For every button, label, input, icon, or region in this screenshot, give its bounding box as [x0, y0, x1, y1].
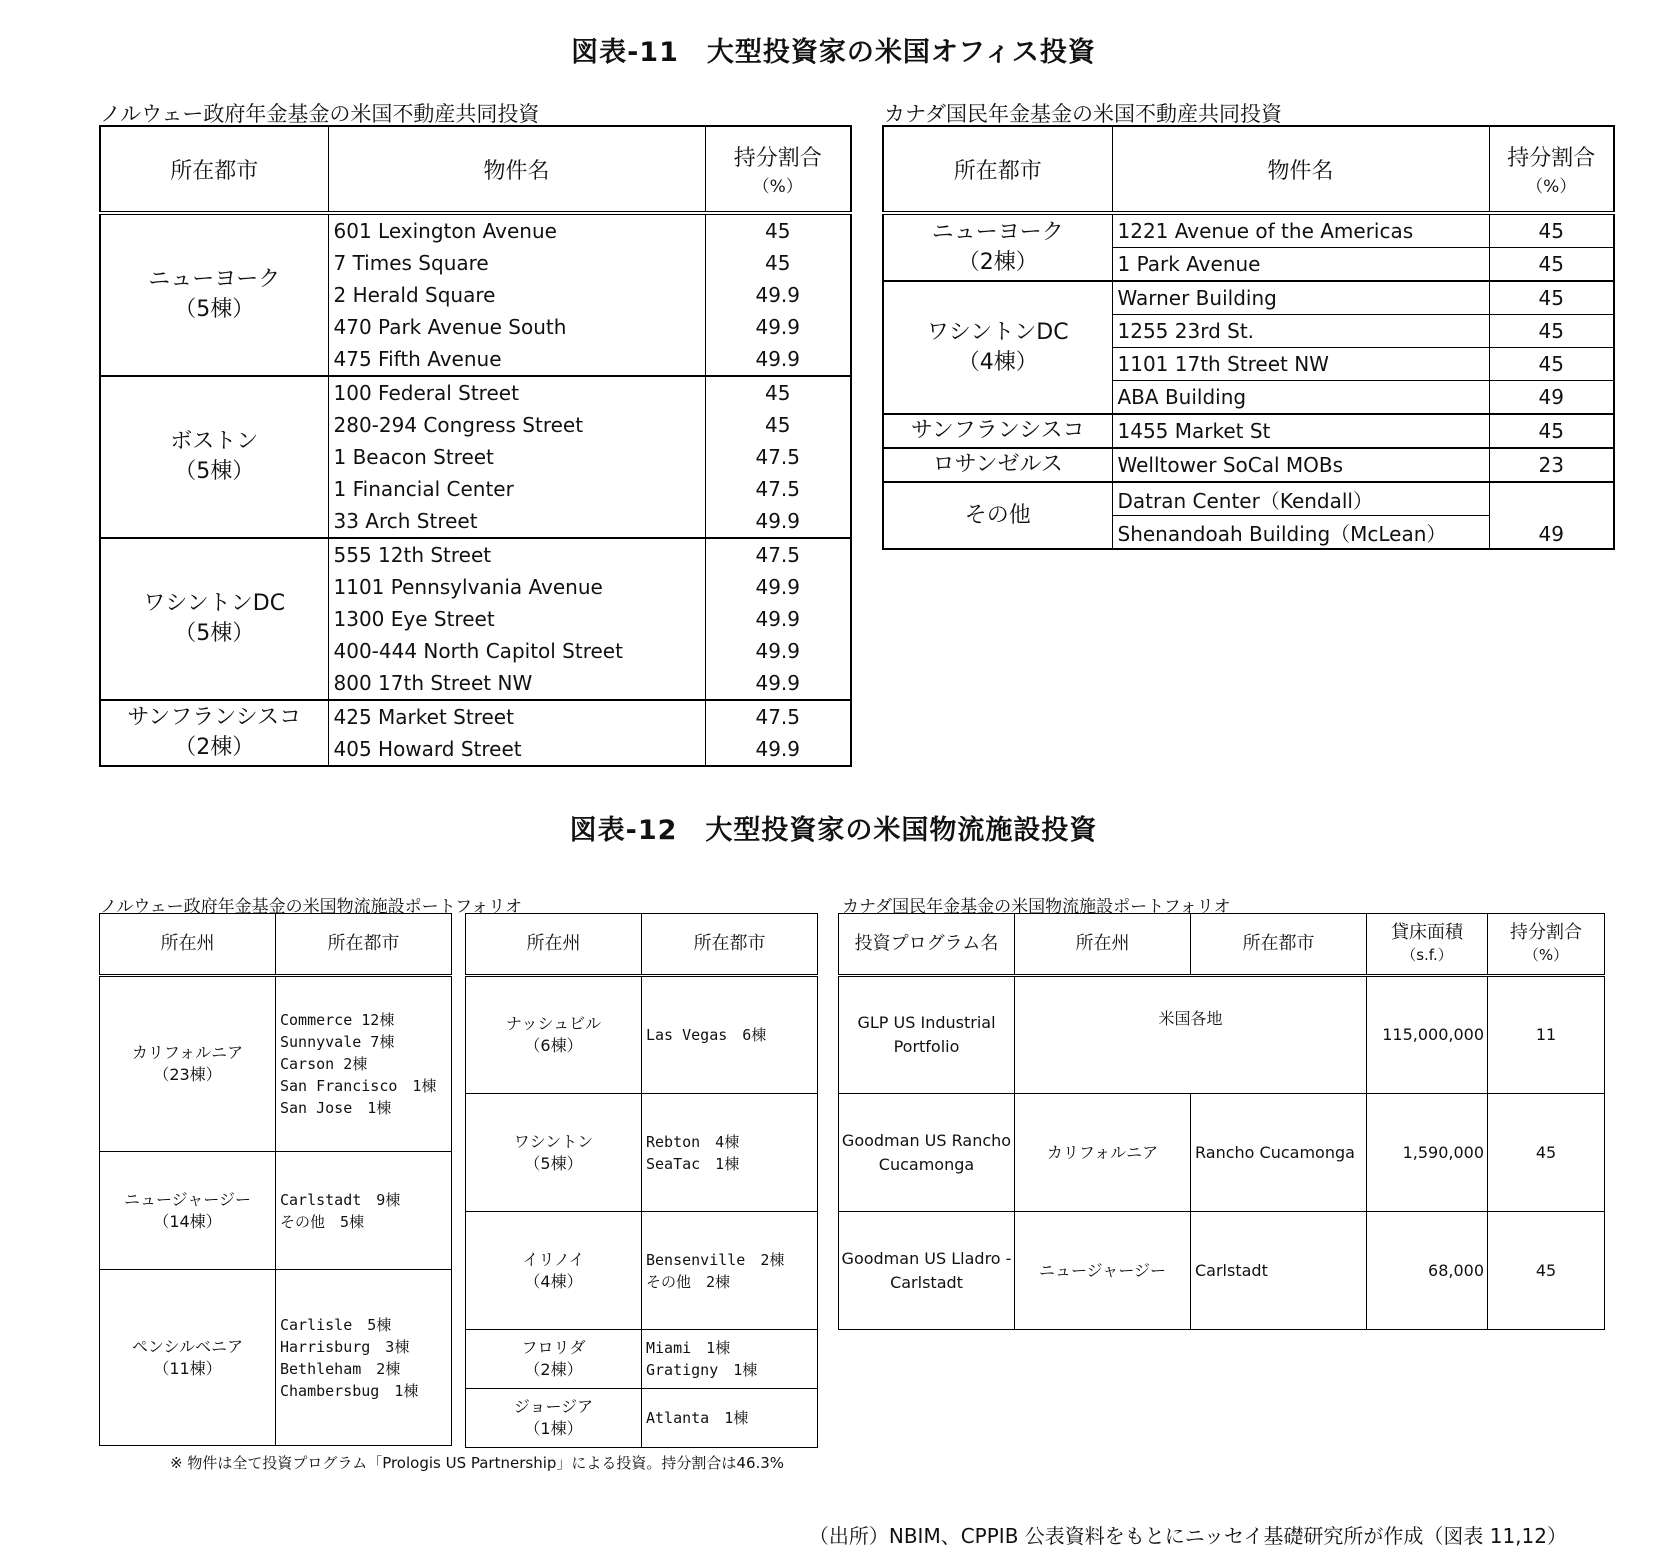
table-row	[839, 1212, 1605, 1330]
city-name: サンフランシスコ	[127, 705, 302, 730]
city-entry: その他 5棟	[280, 1212, 365, 1231]
table-row	[883, 213, 1614, 248]
state-count: （11棟）	[153, 1358, 222, 1378]
city-entry: Atlanta 1棟	[646, 1409, 749, 1427]
share-value: 45	[1489, 315, 1614, 348]
state-name: カリフォルニア	[131, 1043, 244, 1062]
header-city: 所在都市	[1191, 914, 1367, 976]
property-name: 1 Financial Center	[328, 473, 705, 505]
fig11-canada-table	[882, 125, 1615, 550]
share-value: 49.9	[705, 603, 851, 635]
table-row	[100, 213, 851, 247]
state-name: カリフォルニア	[1015, 1094, 1191, 1212]
table-row	[100, 538, 851, 571]
property-name: 100 Federal Street	[328, 376, 705, 409]
city-count: （5棟）	[174, 621, 255, 646]
state-cell	[466, 1094, 642, 1212]
share-value: 47.5	[705, 473, 851, 505]
header-area	[1367, 914, 1488, 976]
city-entry: SeaTac 1棟	[646, 1154, 740, 1173]
table-row	[883, 414, 1614, 448]
property-name: Datran Center（Kendall）	[1112, 482, 1489, 516]
property-name: 555 12th Street	[328, 538, 705, 571]
fig12-norway-subtitle: ノルウェー政府年金基金の米国物流施設ポートフォリオ	[100, 897, 523, 917]
property-name: 425 Market Street	[328, 700, 705, 733]
state-cell	[100, 1270, 276, 1446]
city-name: ワシントンDC	[143, 591, 286, 616]
share-value: 49.9	[705, 667, 851, 700]
city-cell	[100, 376, 328, 538]
property-name: 601 Lexington Avenue	[328, 213, 705, 247]
city-cell	[276, 1270, 452, 1446]
property-name: Shenandoah Building（McLean）	[1112, 516, 1489, 550]
fig12-norway-right-table	[465, 913, 818, 1448]
table-row	[466, 976, 818, 1094]
city-entry: Rebton 4棟	[646, 1132, 740, 1151]
city-entry: Chambersbug 1棟	[280, 1381, 419, 1400]
city-entry: Carlisle 5棟	[280, 1315, 392, 1334]
city-cell	[276, 976, 452, 1152]
share-value: 47.5	[705, 538, 851, 571]
state-count: （23棟）	[153, 1065, 222, 1084]
city-cell	[100, 538, 328, 700]
table-row	[883, 482, 1614, 516]
city-entry: Bensenville 2棟	[646, 1250, 785, 1269]
header-share	[1488, 914, 1605, 976]
share-value: 49.9	[705, 279, 851, 311]
fig12-norway-left-table	[99, 913, 452, 1446]
header-share	[705, 126, 851, 213]
city-count: （2棟）	[174, 735, 255, 760]
table-row	[466, 1212, 818, 1330]
state-name: フロリダ	[521, 1338, 586, 1357]
city-name: ニューヨーク	[148, 267, 281, 292]
state-name: イリノイ	[522, 1249, 585, 1269]
state-cell	[466, 976, 642, 1094]
fig11-norway-table	[99, 125, 852, 767]
share-value: 45	[705, 213, 851, 247]
header-property: 物件名	[1112, 126, 1489, 213]
share-value: 23	[1489, 448, 1614, 482]
property-name: ABA Building	[1112, 381, 1489, 415]
fig12-note: ※ 物件は全て投資プログラム「Prologis US Partnership」による投資。持分割合は46.3%	[170, 1454, 785, 1472]
city-cell	[642, 1389, 818, 1448]
city-cell	[642, 1330, 818, 1389]
table-row	[883, 281, 1614, 315]
fig11-title: 図表-11 大型投資家の米国オフィス投資	[571, 37, 1096, 68]
city-entry: Carlstadt 9棟	[280, 1190, 401, 1209]
city-entry: Commerce 12棟	[280, 1011, 395, 1029]
header-area-label: 貸床面積	[1391, 922, 1463, 943]
header-property: 物件名	[328, 126, 705, 213]
city-cell	[883, 281, 1112, 414]
city-name: Carlstadt	[1191, 1212, 1367, 1330]
state-name: ニュージャージー	[123, 1189, 252, 1209]
share-value: 49.9	[705, 571, 851, 603]
city-entry: Miami 1棟	[646, 1339, 731, 1357]
city-cell	[100, 213, 328, 376]
header-state: 所在州	[1015, 914, 1191, 976]
property-name: 1101 17th Street NW	[1112, 348, 1489, 381]
property-name: 1 Park Avenue	[1112, 248, 1489, 282]
state-count: （5棟）	[524, 1153, 583, 1173]
table-row	[100, 1152, 452, 1270]
city-name: ワシントンDC	[926, 319, 1069, 345]
program-name: GLP US Industrial Portfolio	[839, 976, 1015, 1094]
fig11-norway-subtitle: ノルウェー政府年金基金の米国不動産共同投資	[100, 102, 540, 126]
share-value: 45	[705, 409, 851, 441]
property-name: 2 Herald Square	[328, 279, 705, 311]
city-name: サンフランシスコ	[883, 414, 1112, 448]
share-value: 47.5	[705, 700, 851, 733]
area-value: 68,000	[1367, 1212, 1488, 1330]
share-value: 45	[705, 376, 851, 409]
state-name: ジョージア	[513, 1397, 594, 1416]
city-count: （5棟）	[174, 459, 255, 484]
city-name: ボストン	[170, 429, 259, 454]
city-entry: San Jose 1棟	[280, 1099, 392, 1117]
area-value: 1,590,000	[1367, 1094, 1488, 1212]
header-state: 所在州	[100, 914, 276, 976]
city-count: （4棟）	[957, 349, 1038, 375]
header-share-unit: （%）	[1523, 946, 1569, 964]
header-program: 投資プログラム名	[839, 914, 1015, 976]
city-entry: Las Vegas 6棟	[646, 1026, 767, 1044]
program-name: Goodman US Lladro - Carlstadt	[839, 1212, 1015, 1330]
share-value: 49.9	[705, 635, 851, 667]
share-value: 49	[1489, 381, 1614, 415]
state-cell	[100, 976, 276, 1152]
city-entry: Carson 2棟	[280, 1055, 368, 1073]
city-count: （2棟）	[957, 249, 1038, 275]
state-city-value: 米国各地	[1015, 976, 1367, 1094]
header-area-unit: （s.f.）	[1401, 946, 1453, 964]
city-name: その他	[883, 482, 1112, 549]
header-city: 所在都市	[883, 126, 1112, 213]
property-name: 7 Times Square	[328, 247, 705, 279]
city-count: （5棟）	[174, 297, 255, 322]
city-cell	[883, 213, 1112, 281]
share-value: 49.9	[705, 505, 851, 538]
table-row	[839, 976, 1605, 1094]
header-share	[1489, 126, 1614, 213]
property-name: 470 Park Avenue South	[328, 311, 705, 343]
property-name: 1255 23rd St.	[1112, 315, 1489, 348]
share-value: 49.9	[705, 311, 851, 343]
fig12-canada-table	[838, 913, 1605, 1330]
property-name: 1101 Pennsylvania Avenue	[328, 571, 705, 603]
share-value: 47.5	[705, 441, 851, 473]
share-value: 49.9	[705, 733, 851, 766]
property-name: 405 Howard Street	[328, 733, 705, 766]
property-name: 1300 Eye Street	[328, 603, 705, 635]
fig12-canada-subtitle: カナダ国民年金基金の米国物流施設ポートフォリオ	[842, 897, 1231, 917]
city-cell	[276, 1152, 452, 1270]
source-note: （出所）NBIM、CPPIB 公表資料をもとにニッセイ基礎研究所が作成（図表 11,12）	[808, 1524, 1567, 1548]
city-cell	[642, 1094, 818, 1212]
table-row	[100, 376, 851, 409]
share-value: 45	[1488, 1212, 1605, 1330]
table-row	[100, 976, 452, 1152]
city-entry: Gratigny 1棟	[646, 1361, 758, 1379]
property-name: 1455 Market St	[1112, 414, 1489, 448]
share-value: 45	[1489, 281, 1614, 315]
header-share-label: 持分割合	[1507, 146, 1596, 171]
share-value: 49	[1489, 482, 1614, 549]
header-city: 所在都市	[100, 126, 328, 213]
city-cell	[642, 1212, 818, 1330]
property-name: 1221 Avenue of the Americas	[1112, 213, 1489, 248]
share-value: 45	[1488, 1094, 1605, 1212]
state-count: （2棟）	[524, 1360, 583, 1379]
state-name: ナッシュビル	[505, 1014, 602, 1033]
table-row	[466, 1330, 818, 1389]
property-name: 1 Beacon Street	[328, 441, 705, 473]
table-row	[100, 1270, 452, 1446]
program-name: Goodman US Rancho Cucamonga	[839, 1094, 1015, 1212]
property-name: 33 Arch Street	[328, 505, 705, 538]
header-share-label: 持分割合	[733, 146, 822, 171]
city-entry: Bethleham 2棟	[280, 1359, 401, 1378]
state-cell	[100, 1152, 276, 1270]
state-count: （4棟）	[524, 1271, 583, 1291]
city-entry: San Francisco 1棟	[280, 1077, 437, 1095]
state-cell	[466, 1212, 642, 1330]
state-cell	[466, 1330, 642, 1389]
header-city: 所在都市	[276, 914, 452, 976]
state-name: ワシントン	[513, 1131, 594, 1151]
table-row	[466, 1094, 818, 1212]
city-cell	[642, 976, 818, 1094]
state-cell	[466, 1389, 642, 1448]
city-cell	[100, 700, 328, 766]
table-row	[839, 1094, 1605, 1212]
property-name: 280-294 Congress Street	[328, 409, 705, 441]
state-count: （6棟）	[524, 1036, 583, 1055]
table-row	[466, 1389, 818, 1448]
city-entry: Sunnyvale 7棟	[280, 1033, 395, 1051]
table-row	[100, 700, 851, 733]
state-count: （14棟）	[153, 1211, 222, 1231]
state-name: ニュージャージー	[1015, 1212, 1191, 1330]
property-name: Welltower SoCal MOBs	[1112, 448, 1489, 482]
share-value: 49.9	[705, 343, 851, 376]
city-name: ロサンゼルス	[883, 448, 1112, 482]
city-entry: Harrisburg 3棟	[280, 1337, 410, 1356]
city-name: ニューヨーク	[931, 219, 1064, 245]
city-name: Rancho Cucamonga	[1191, 1094, 1367, 1212]
property-name: 475 Fifth Avenue	[328, 343, 705, 376]
fig12-title: 図表-12 大型投資家の米国物流施設投資	[569, 815, 1098, 846]
state-count: （1棟）	[524, 1419, 583, 1438]
share-value: 45	[1489, 248, 1614, 282]
city-entry: その他 2棟	[646, 1272, 731, 1291]
header-state: 所在州	[466, 914, 642, 976]
share-value: 45	[1489, 348, 1614, 381]
header-share-label: 持分割合	[1510, 922, 1582, 943]
state-name: ペンシルベニア	[131, 1336, 244, 1356]
property-name: Warner Building	[1112, 281, 1489, 315]
property-name: 800 17th Street NW	[328, 667, 705, 700]
share-value: 11	[1488, 976, 1605, 1094]
header-city: 所在都市	[642, 914, 818, 976]
share-value: 45	[1489, 414, 1614, 448]
header-share-unit: （%）	[752, 177, 803, 197]
share-value: 45	[1489, 213, 1614, 248]
property-name: 400-444 North Capitol Street	[328, 635, 705, 667]
share-value: 45	[705, 247, 851, 279]
header-share-unit: （%）	[1526, 177, 1577, 197]
table-row	[883, 448, 1614, 482]
area-value: 115,000,000	[1367, 976, 1488, 1094]
fig11-canada-subtitle: カナダ国民年金基金の米国不動産共同投資	[884, 102, 1282, 126]
